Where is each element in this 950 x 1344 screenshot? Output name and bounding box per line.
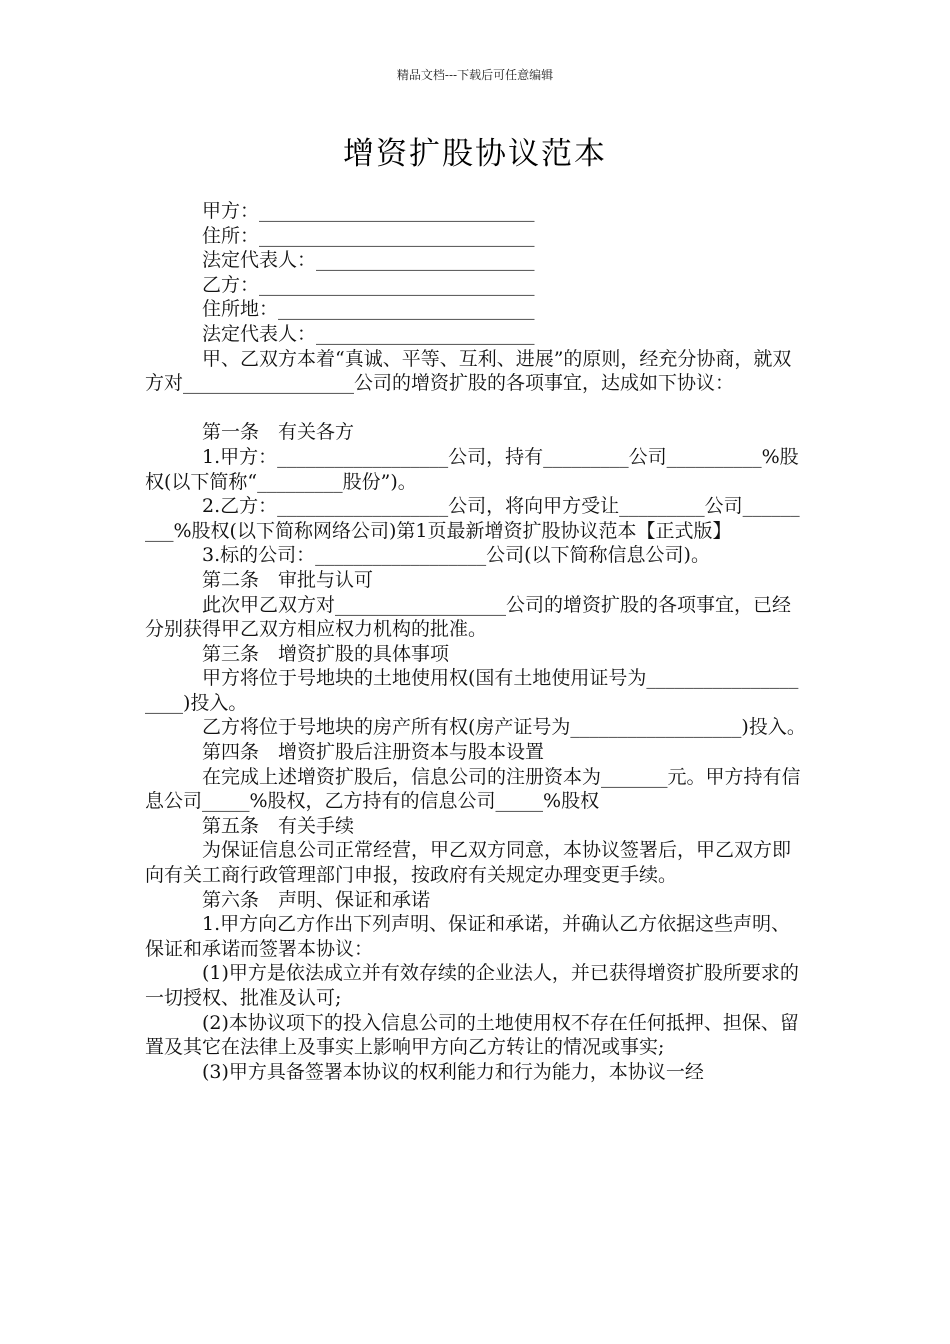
clause-paragraph: 为保证信息公司正常经营，甲乙双方同意，本协议签署后，甲乙双方即向有关工商行政管理部门申报，按政府有关规定办理变更手续。	[145, 839, 792, 887]
party-a-field: 甲方：_____________________________	[202, 200, 535, 222]
document-title: 增资扩股协议范本	[343, 136, 607, 172]
article-heading: 第四条 增资扩股后注册资本与股本设置	[202, 741, 545, 764]
clause-paragraph: 3.标的公司：__________________公司(以下简称信息公司)。	[202, 544, 710, 567]
party-b-address-field: 住所地：___________________________	[202, 298, 535, 321]
document-body	[145, 199, 807, 1084]
clause-paragraph: 1.甲方：__________________公司，持有_________公司__________%股权(以下简称“_________股份”)。	[145, 445, 799, 493]
clause-paragraph: 在完成上述增资扩股后，信息公司的注册资本为_______元。甲方持有信息公司_____%股权，乙方持有的信息公司_____%股权	[145, 765, 801, 813]
party-a-address-field: 住所：_____________________________	[202, 224, 535, 247]
party-a-rep-field: 法定代表人：_______________________	[202, 249, 535, 272]
page-header: 精品文档---下载后可任意编辑	[396, 68, 554, 82]
sub-clause-paragraph: (3)甲方具备签署本协议的权利能力和行为能力，本协议一经	[202, 1060, 704, 1083]
clause-paragraph: 甲方将位于号地块的土地使用权(国有土地使用证号为____________________)投入。	[145, 667, 799, 714]
article-heading: 第五条 有关手续	[202, 814, 355, 837]
article-heading: 第二条 审批与认可	[202, 568, 374, 591]
article-heading: 第三条 增资扩股的具体事项	[202, 642, 450, 665]
clause-paragraph: 乙方将位于号地块的房产所有权(房产证号为__________________)投入。	[202, 716, 806, 739]
clause-paragraph: 2.乙方：__________________公司，将向甲方受让_________公司_________%股权(以下简称网络公司)第1页最新增资扩股协议范本【正式版】	[145, 495, 800, 542]
clause-paragraph: 1.甲方向乙方作出下列声明、保证和承诺，并确认乙方依据这些声明、保证和承诺而签署本协议：	[145, 913, 791, 960]
sub-clause-paragraph: (2)本协议项下的投入信息公司的土地使用权不存在任何抵押、担保、留置及其它在法律上及事实上影响甲方向乙方转让的情况或事实;	[145, 1011, 799, 1059]
intro-paragraph: 甲、乙双方本着“真诚、平等、互利、进展”的原则，经充分协商，就双方对__________________公司的增资扩股的各项事宜，达成如下协议：	[145, 347, 792, 395]
sub-clause-paragraph: (1)甲方是依法成立并有效存续的企业法人，并已获得增资扩股所要求的一切授权、批准及认可;	[145, 962, 799, 1009]
party-b-field: 乙方：_____________________________	[202, 273, 535, 296]
article-heading: 第六条 声明、保证和承诺	[202, 888, 431, 911]
clause-paragraph: 此次甲乙双方对__________________公司的增资扩股的各项事宜，已经分别获得甲乙双方相应权力机构的批准。	[145, 593, 792, 641]
party-b-rep-field: 法定代表人：_______________________	[202, 322, 535, 345]
article-heading: 第一条 有关各方	[202, 421, 355, 444]
spacer	[145, 396, 807, 421]
